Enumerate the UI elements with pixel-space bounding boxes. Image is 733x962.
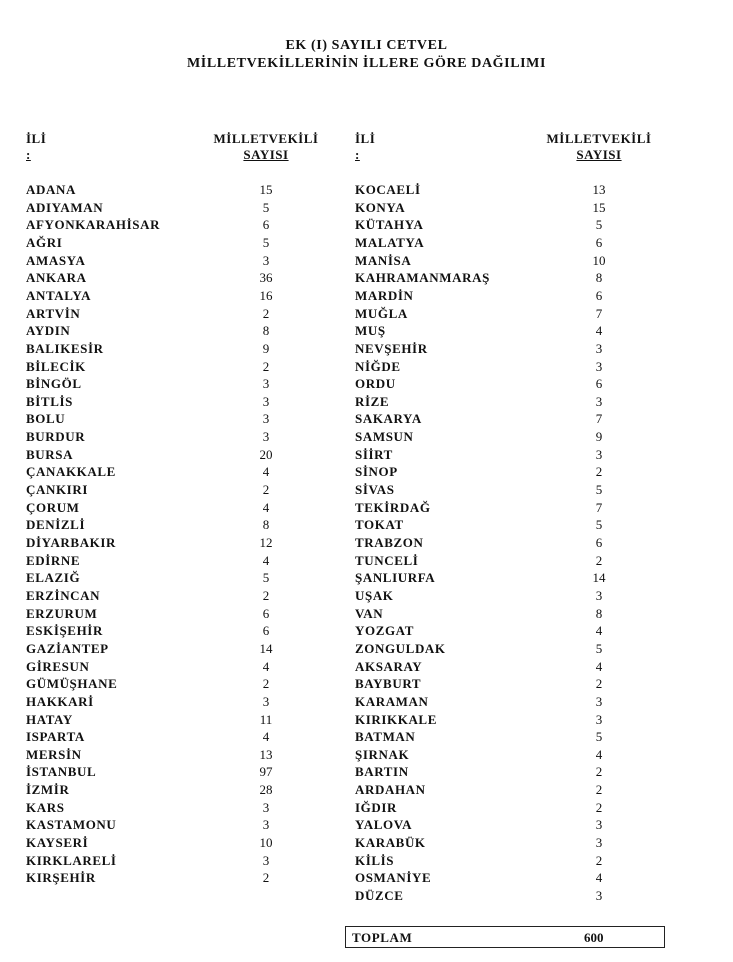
deputy-count: 3 [262, 411, 270, 427]
province-name: NEVŞEHİR [355, 340, 428, 356]
deputy-count: 2 [262, 358, 270, 374]
deputy-count: 7 [595, 499, 603, 515]
province-name: BATMAN [355, 729, 416, 745]
province-name: KARAMAN [355, 693, 429, 709]
deputy-count: 4 [262, 658, 270, 674]
deputy-count: 7 [595, 305, 603, 321]
province-name: UŞAK [355, 587, 394, 603]
deputy-count: 36 [259, 270, 273, 286]
province-name: TRABZON [355, 535, 424, 550]
deputy-count: 28 [259, 782, 273, 798]
province-row [355, 694, 619, 712]
province-row [26, 623, 286, 641]
province-row [355, 888, 619, 906]
province-row [355, 747, 619, 765]
province-name: ERZURUM [26, 605, 98, 621]
deputy-count: 15 [259, 182, 273, 197]
province-name: EDİRNE [26, 552, 81, 568]
province-name: SAMSUN [355, 429, 414, 445]
province-row [355, 253, 619, 271]
province-name: ÇANAKKALE [26, 464, 116, 480]
deputy-count: 13 [592, 182, 606, 197]
province-name: OSMANİYE [355, 870, 432, 886]
province-name: ÇORUM [26, 499, 80, 515]
right-header-il [355, 131, 375, 163]
deputy-count: 15 [592, 199, 606, 215]
province-name: ELAZIĞ [26, 570, 81, 586]
province-row [26, 359, 286, 377]
deputy-count: 9 [595, 429, 603, 445]
total-value: 600 [584, 930, 604, 945]
province-name: KARS [26, 799, 65, 815]
deputy-count: 6 [595, 234, 603, 250]
province-name: KIRKLARELİ [26, 852, 117, 868]
province-name: KASTAMONU [26, 817, 117, 833]
deputy-count: 6 [595, 287, 603, 303]
right-header-il-label: İLİ [355, 131, 376, 146]
province-row [355, 359, 619, 377]
province-row [26, 429, 286, 447]
province-name: YALOVA [355, 817, 413, 833]
province-row [26, 482, 286, 500]
left-header-mv-label: MİLLETVEKİLİ [213, 131, 319, 146]
deputy-count: 2 [595, 464, 603, 480]
deputy-count: 2 [262, 482, 270, 498]
province-name: HATAY [26, 711, 73, 727]
province-row [355, 482, 619, 500]
province-name: DÜZCE [355, 888, 404, 903]
province-name: MUŞ [355, 323, 386, 339]
deputy-count: 4 [595, 323, 603, 339]
deputy-count: 6 [595, 535, 603, 550]
deputy-count: 4 [595, 658, 603, 674]
province-name: İZMİR [26, 782, 70, 798]
deputy-count: 14 [259, 640, 273, 656]
province-name: VAN [355, 605, 384, 621]
province-name: DİYARBAKIR [26, 535, 117, 550]
province-row [26, 394, 286, 412]
province-name: ŞIRNAK [355, 746, 410, 762]
deputy-count: 2 [595, 676, 603, 692]
deputy-count: 5 [595, 482, 603, 498]
province-row [26, 306, 286, 324]
province-row [26, 553, 286, 571]
province-row [355, 411, 619, 429]
province-name: BAYBURT [355, 676, 422, 692]
province-name: ARTVİN [26, 305, 81, 321]
province-name: SAKARYA [355, 411, 422, 427]
deputy-count: 5 [262, 570, 270, 586]
deputy-count: 4 [595, 623, 603, 639]
left-header-mv [200, 131, 332, 163]
province-name: NİĞDE [355, 358, 401, 374]
province-row [26, 200, 286, 218]
province-name: MANİSA [355, 252, 412, 268]
deputy-count: 20 [259, 446, 273, 462]
province-row [355, 764, 619, 782]
deputy-count: 3 [262, 376, 270, 392]
deputy-count: 5 [595, 217, 603, 233]
province-name: ERZİNCAN [26, 587, 101, 603]
province-row [355, 553, 619, 571]
province-name: KAHRAMANMARAŞ [355, 270, 490, 286]
province-name: MUĞLA [355, 305, 408, 321]
deputy-count: 12 [259, 535, 273, 550]
province-row [355, 641, 619, 659]
province-name: KIRIKKALE [355, 711, 437, 727]
province-name: MARDİN [355, 287, 414, 303]
province-row [355, 235, 619, 253]
province-name: ISPARTA [26, 729, 85, 745]
document-subtitle: MİLLETVEKİLLERİNİN İLLERE GÖRE DAĞILIMI [186, 56, 547, 71]
province-row [26, 782, 286, 800]
deputy-count: 3 [595, 693, 603, 709]
deputy-count: 8 [595, 605, 603, 621]
deputy-count: 3 [595, 587, 603, 603]
deputy-count: 6 [262, 217, 270, 233]
province-name: BİLECİK [26, 358, 86, 374]
left-header-il-label: İLİ [26, 131, 47, 146]
province-name: GİRESUN [26, 658, 90, 674]
deputy-count: 3 [262, 393, 270, 409]
province-name: TEKİRDAĞ [355, 499, 431, 515]
deputy-count: 6 [595, 376, 603, 392]
deputy-count: 3 [595, 835, 603, 851]
province-row [26, 411, 286, 429]
province-row [355, 800, 619, 818]
province-name: KOCAELİ [355, 182, 421, 197]
province-name: BİNGÖL [26, 376, 82, 392]
deputy-count: 6 [262, 623, 270, 639]
province-name: MERSİN [26, 746, 82, 762]
deputy-count: 2 [262, 587, 270, 603]
province-name: KONYA [355, 199, 406, 215]
province-row [26, 659, 286, 677]
province-row [26, 835, 286, 853]
right-header-il-sub: : [355, 147, 360, 162]
province-row [355, 676, 619, 694]
deputy-count: 4 [262, 464, 270, 480]
province-row [355, 535, 619, 553]
province-name: ADANA [26, 182, 76, 197]
province-row [26, 182, 286, 200]
deputy-count: 4 [262, 729, 270, 745]
deputy-count: 97 [259, 764, 273, 780]
province-row [26, 712, 286, 730]
province-name: İSTANBUL [26, 764, 97, 780]
deputy-count: 3 [595, 817, 603, 833]
province-row [355, 288, 619, 306]
province-row [26, 800, 286, 818]
province-name: KIRŞEHİR [26, 870, 96, 886]
province-name: BARTIN [355, 764, 409, 780]
province-row [355, 517, 619, 535]
province-row [26, 447, 286, 465]
deputy-count: 4 [595, 870, 603, 886]
province-row [355, 500, 619, 518]
province-name: KÜTAHYA [355, 217, 424, 233]
deputy-count: 3 [595, 393, 603, 409]
province-name: YOZGAT [355, 623, 414, 639]
province-name: TUNCELİ [355, 552, 419, 568]
left-header-il-sub: : [26, 147, 31, 162]
deputy-count: 14 [592, 570, 606, 586]
province-name: AFYONKARAHİSAR [26, 217, 161, 233]
province-name: ZONGULDAK [355, 640, 446, 656]
province-row [355, 200, 619, 218]
province-row [26, 570, 286, 588]
province-name: BURDUR [26, 429, 86, 445]
province-row [26, 853, 286, 871]
deputy-count: 3 [262, 693, 270, 709]
province-row [26, 500, 286, 518]
left-header-mv-sub: SAYISI [243, 147, 289, 162]
province-name: MALATYA [355, 234, 425, 250]
province-row [355, 606, 619, 624]
deputy-count: 8 [595, 270, 603, 286]
province-name: BİTLİS [26, 393, 73, 409]
deputy-count: 5 [595, 517, 603, 533]
province-row [355, 588, 619, 606]
province-row [26, 817, 286, 835]
deputy-count: 3 [262, 799, 270, 815]
province-row [26, 641, 286, 659]
deputy-count: 3 [262, 817, 270, 833]
province-name: BALIKESİR [26, 340, 104, 356]
total-box [345, 926, 665, 948]
deputy-count: 3 [262, 852, 270, 868]
province-name: ANTALYA [26, 287, 92, 303]
province-row [26, 535, 286, 553]
deputy-count: 3 [262, 252, 270, 268]
province-name: ŞANLIURFA [355, 570, 436, 586]
province-row [355, 217, 619, 235]
deputy-count: 3 [595, 888, 603, 903]
deputy-count: 6 [262, 605, 270, 621]
province-name: KARABÜK [355, 835, 426, 851]
deputy-count: 5 [262, 234, 270, 250]
deputy-count: 2 [595, 852, 603, 868]
left-header-il [26, 131, 46, 163]
document-title: EK (I) SAYILI CETVEL [285, 38, 448, 53]
province-name: GÜMÜŞHANE [26, 676, 118, 692]
province-row [26, 606, 286, 624]
deputy-count: 2 [595, 782, 603, 798]
province-row [26, 676, 286, 694]
province-row [355, 323, 619, 341]
deputy-count: 2 [595, 552, 603, 568]
province-row [26, 729, 286, 747]
province-name: KİLİS [355, 852, 395, 868]
province-name: AKSARAY [355, 658, 423, 674]
deputy-count: 4 [595, 746, 603, 762]
deputy-count: 7 [595, 411, 603, 427]
deputy-count: 3 [595, 358, 603, 374]
province-row [355, 306, 619, 324]
province-name: ARDAHAN [355, 782, 426, 798]
deputy-count: 2 [595, 799, 603, 815]
right-header-mv-label: MİLLETVEKİLİ [546, 131, 652, 146]
deputy-count: 3 [262, 429, 270, 445]
deputy-count: 2 [262, 870, 270, 886]
deputy-count: 5 [595, 640, 603, 656]
province-name: SİNOP [355, 464, 398, 480]
province-name: TOKAT [355, 517, 404, 533]
deputy-count: 3 [595, 711, 603, 727]
province-name: ÇANKIRI [26, 482, 88, 498]
province-name: DENİZLİ [26, 517, 86, 533]
province-name: KAYSERİ [26, 835, 89, 851]
province-name: AYDIN [26, 323, 71, 339]
province-row [355, 429, 619, 447]
province-name: ANKARA [26, 270, 87, 286]
deputy-count: 5 [595, 729, 603, 745]
province-row [26, 288, 286, 306]
deputy-count: 11 [259, 711, 273, 727]
province-row [355, 659, 619, 677]
province-row [26, 253, 286, 271]
province-row [26, 376, 286, 394]
province-name: ESKİŞEHİR [26, 623, 103, 639]
province-row [355, 835, 619, 853]
province-name: AMASYA [26, 252, 86, 268]
province-name: ADIYAMAN [26, 199, 104, 215]
province-row [355, 570, 619, 588]
province-row [26, 694, 286, 712]
province-name: SİİRT [355, 446, 393, 462]
province-row [355, 394, 619, 412]
province-row [26, 870, 286, 888]
province-row [26, 217, 286, 235]
province-name: AĞRI [26, 234, 63, 250]
province-row [26, 341, 286, 359]
province-row [26, 323, 286, 341]
province-row [26, 588, 286, 606]
province-row [355, 447, 619, 465]
deputy-count: 13 [259, 746, 273, 762]
province-row [26, 517, 286, 535]
deputy-count: 5 [262, 199, 270, 215]
province-row [355, 712, 619, 730]
province-name: ORDU [355, 376, 396, 392]
province-row [355, 817, 619, 835]
deputy-count: 9 [262, 340, 270, 356]
province-row [26, 270, 286, 288]
province-name: HAKKARİ [26, 693, 94, 709]
deputy-count: 16 [259, 287, 273, 303]
deputy-count: 4 [262, 552, 270, 568]
province-row [355, 464, 619, 482]
deputy-count: 4 [262, 499, 270, 515]
province-row [355, 853, 619, 871]
province-name: SİVAS [355, 482, 395, 498]
province-row [26, 747, 286, 765]
deputy-count: 2 [595, 764, 603, 780]
deputy-count: 2 [262, 676, 270, 692]
province-name: RİZE [355, 393, 390, 409]
deputy-count: 2 [262, 305, 270, 321]
province-row [355, 870, 619, 888]
deputy-count: 10 [259, 835, 273, 851]
deputy-count: 10 [592, 252, 606, 268]
province-row [355, 782, 619, 800]
province-row [355, 729, 619, 747]
province-name: BURSA [26, 446, 74, 462]
deputy-count: 8 [262, 517, 270, 533]
right-header-mv-sub: SAYISI [576, 147, 622, 162]
province-name: BOLU [26, 411, 66, 427]
deputy-count: 3 [595, 446, 603, 462]
province-row [26, 235, 286, 253]
total-label: TOPLAM [352, 930, 413, 945]
province-row [355, 623, 619, 641]
right-header-mv [533, 131, 665, 163]
province-row [355, 182, 619, 200]
province-row [26, 764, 286, 782]
province-row [355, 376, 619, 394]
province-row [26, 464, 286, 482]
province-row [355, 270, 619, 288]
province-name: IĞDIR [355, 799, 398, 815]
deputy-count: 3 [595, 340, 603, 356]
province-row [355, 341, 619, 359]
deputy-count: 8 [262, 323, 270, 339]
province-name: GAZİANTEP [26, 640, 109, 656]
